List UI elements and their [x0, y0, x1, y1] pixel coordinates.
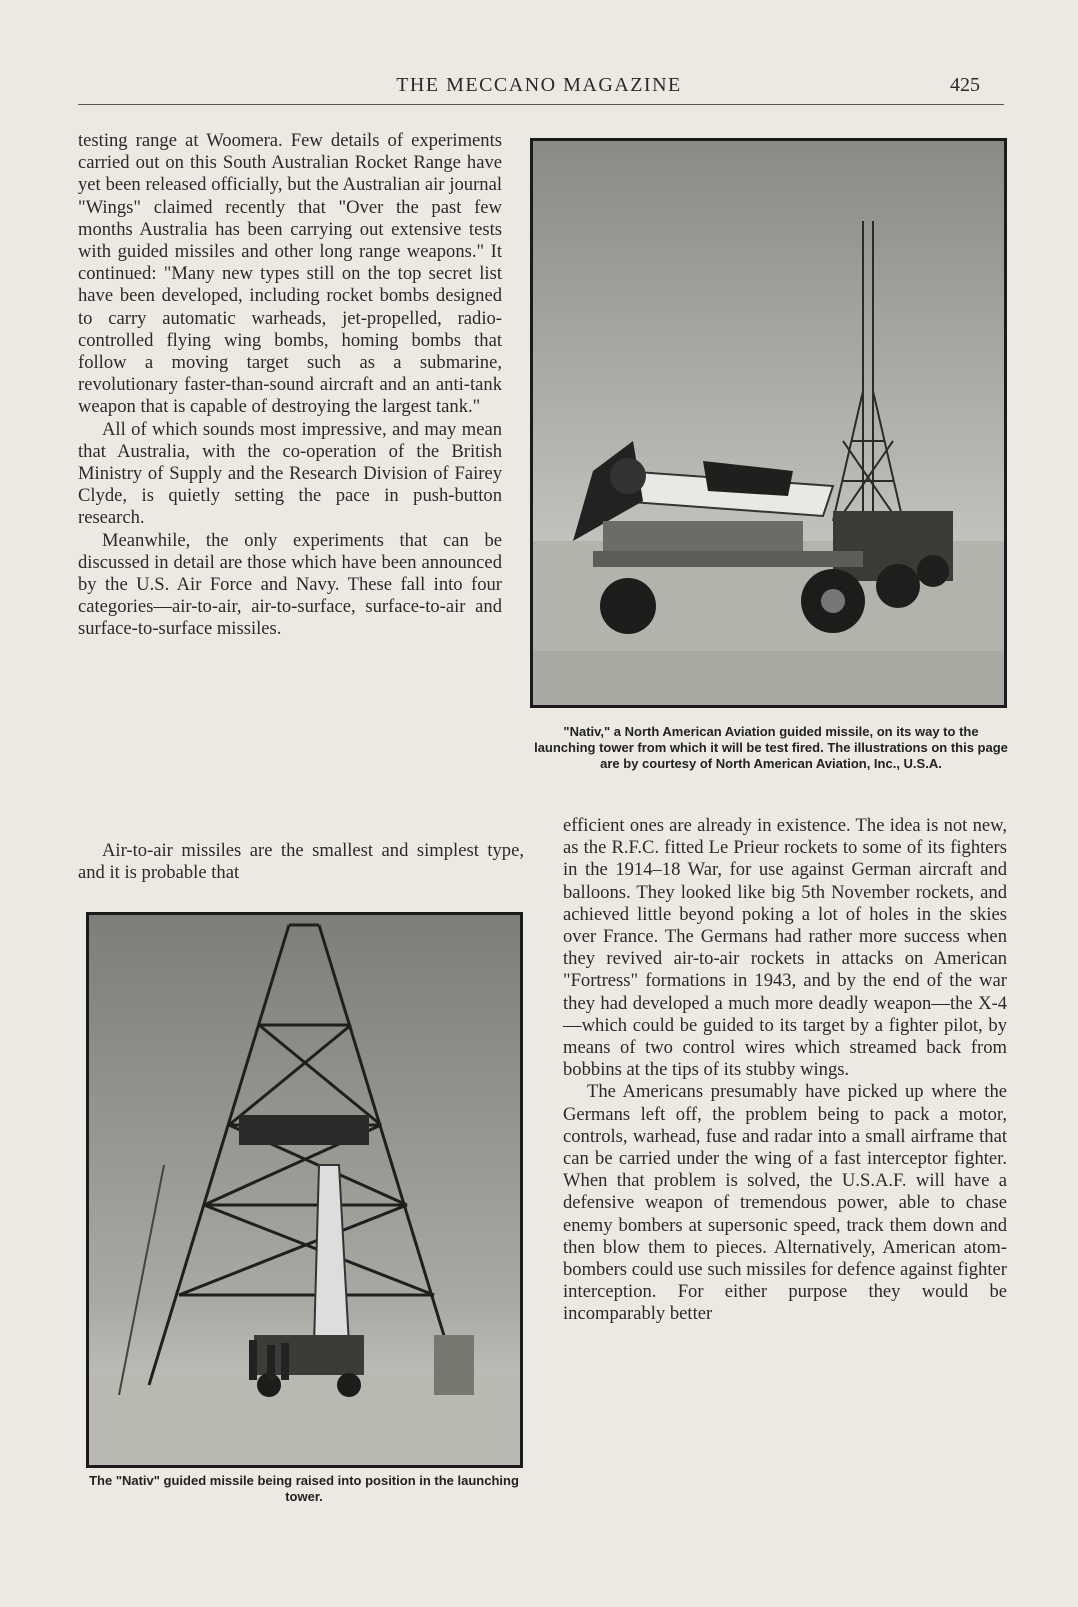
caption-bottom: The "Nativ" guided missile being raised into position in the launching tower. [89, 1473, 519, 1504]
paragraph: The Americans presumably have picked up where the Germans left off, the problem being to pack a motor, controls, warhead, fuse and radar into a small airframe that can be carried under the wing of a fast interceptor fighter. When that problem is solved, the U.S.A.F. will have a defensive weapon of tremendous power, able to chase enemy bombers at supersonic speed, track them down and then blow them to pieces. Alternatively, American atom-bombers could use such missiles for defence against fighter interception. For either purpose they would be incomparably better [563, 1081, 1007, 1325]
photo-missile-on-trailer [530, 138, 1007, 708]
missile-trailer-image [533, 141, 1004, 705]
header-rule [78, 104, 1004, 105]
left-column-lower [78, 840, 524, 884]
paragraph: testing range at Woomera. Few details of experiments carried out on this South Australian Rocket Range have yet been released officially, but the Australian air journal "Wings" claimed recently that "Over the past few months Australia has been carrying out extensive tests with guided missiles and other long range weapons." It continued: "Many new types still on the top secret list have been developed, including rocket bombs designed to carry automatic warheads, jet-propelled, radio-controlled flying wing bombs, homing bombs that follow a moving target such as a submarine, revolutionary faster-than-sound aircraft and an anti-tank weapon that is capable of destroying the largest tank." [78, 130, 502, 418]
photo-launch-tower [86, 912, 523, 1468]
paragraph: Meanwhile, the only experiments that can be discussed in detail are those which have been announced by the U.S. Air Force and Navy. These fall into four categories—air-to-air, air-to-surface, surface-to-air and surface-to-surface missiles. [78, 529, 502, 640]
left-column-upper [78, 130, 502, 641]
caption-top: "Nativ," a North American Aviation guided missile, on its way to the launching tower from which it will be test fired. The illustrations on this page are by courtesy of North American Aviation, Inc., U.S.A. [534, 724, 1008, 771]
header-title: THE MECCANO MAGAZINE [396, 74, 682, 96]
paragraph: All of which sounds most impressive, and may mean that Australia, with the co-operation of the British Ministry of Supply and the Research Division of Fairey Clyde, is quietly setting the pace in push-button research. [78, 418, 502, 529]
right-column [563, 815, 1007, 1326]
paragraph: efficient ones are already in existence. The idea is not new, as the R.F.C. fitted Le Prieur rockets to some of its fighters in the 1914–18 War, for use against German aircraft and balloons. They looked like big 5th November rockets, and achieved little beyond poking a lot of holes in the skies over France. The Germans had rather more success when they revived air-to-air rockets in attacks on American "Fortress" formations in 1943, and by the end of the war they had developed a much more deadly weapon—the X-4—which could be guided to its target by a fighter pilot, by means of two control wires which streamed back from bobbins at the tips of its stubby wings. [563, 815, 1007, 1081]
launch-tower-image [89, 915, 520, 1465]
paragraph: Air-to-air missiles are the smallest and simplest type, and it is probable that [78, 840, 524, 884]
page-number: 425 [950, 74, 980, 96]
